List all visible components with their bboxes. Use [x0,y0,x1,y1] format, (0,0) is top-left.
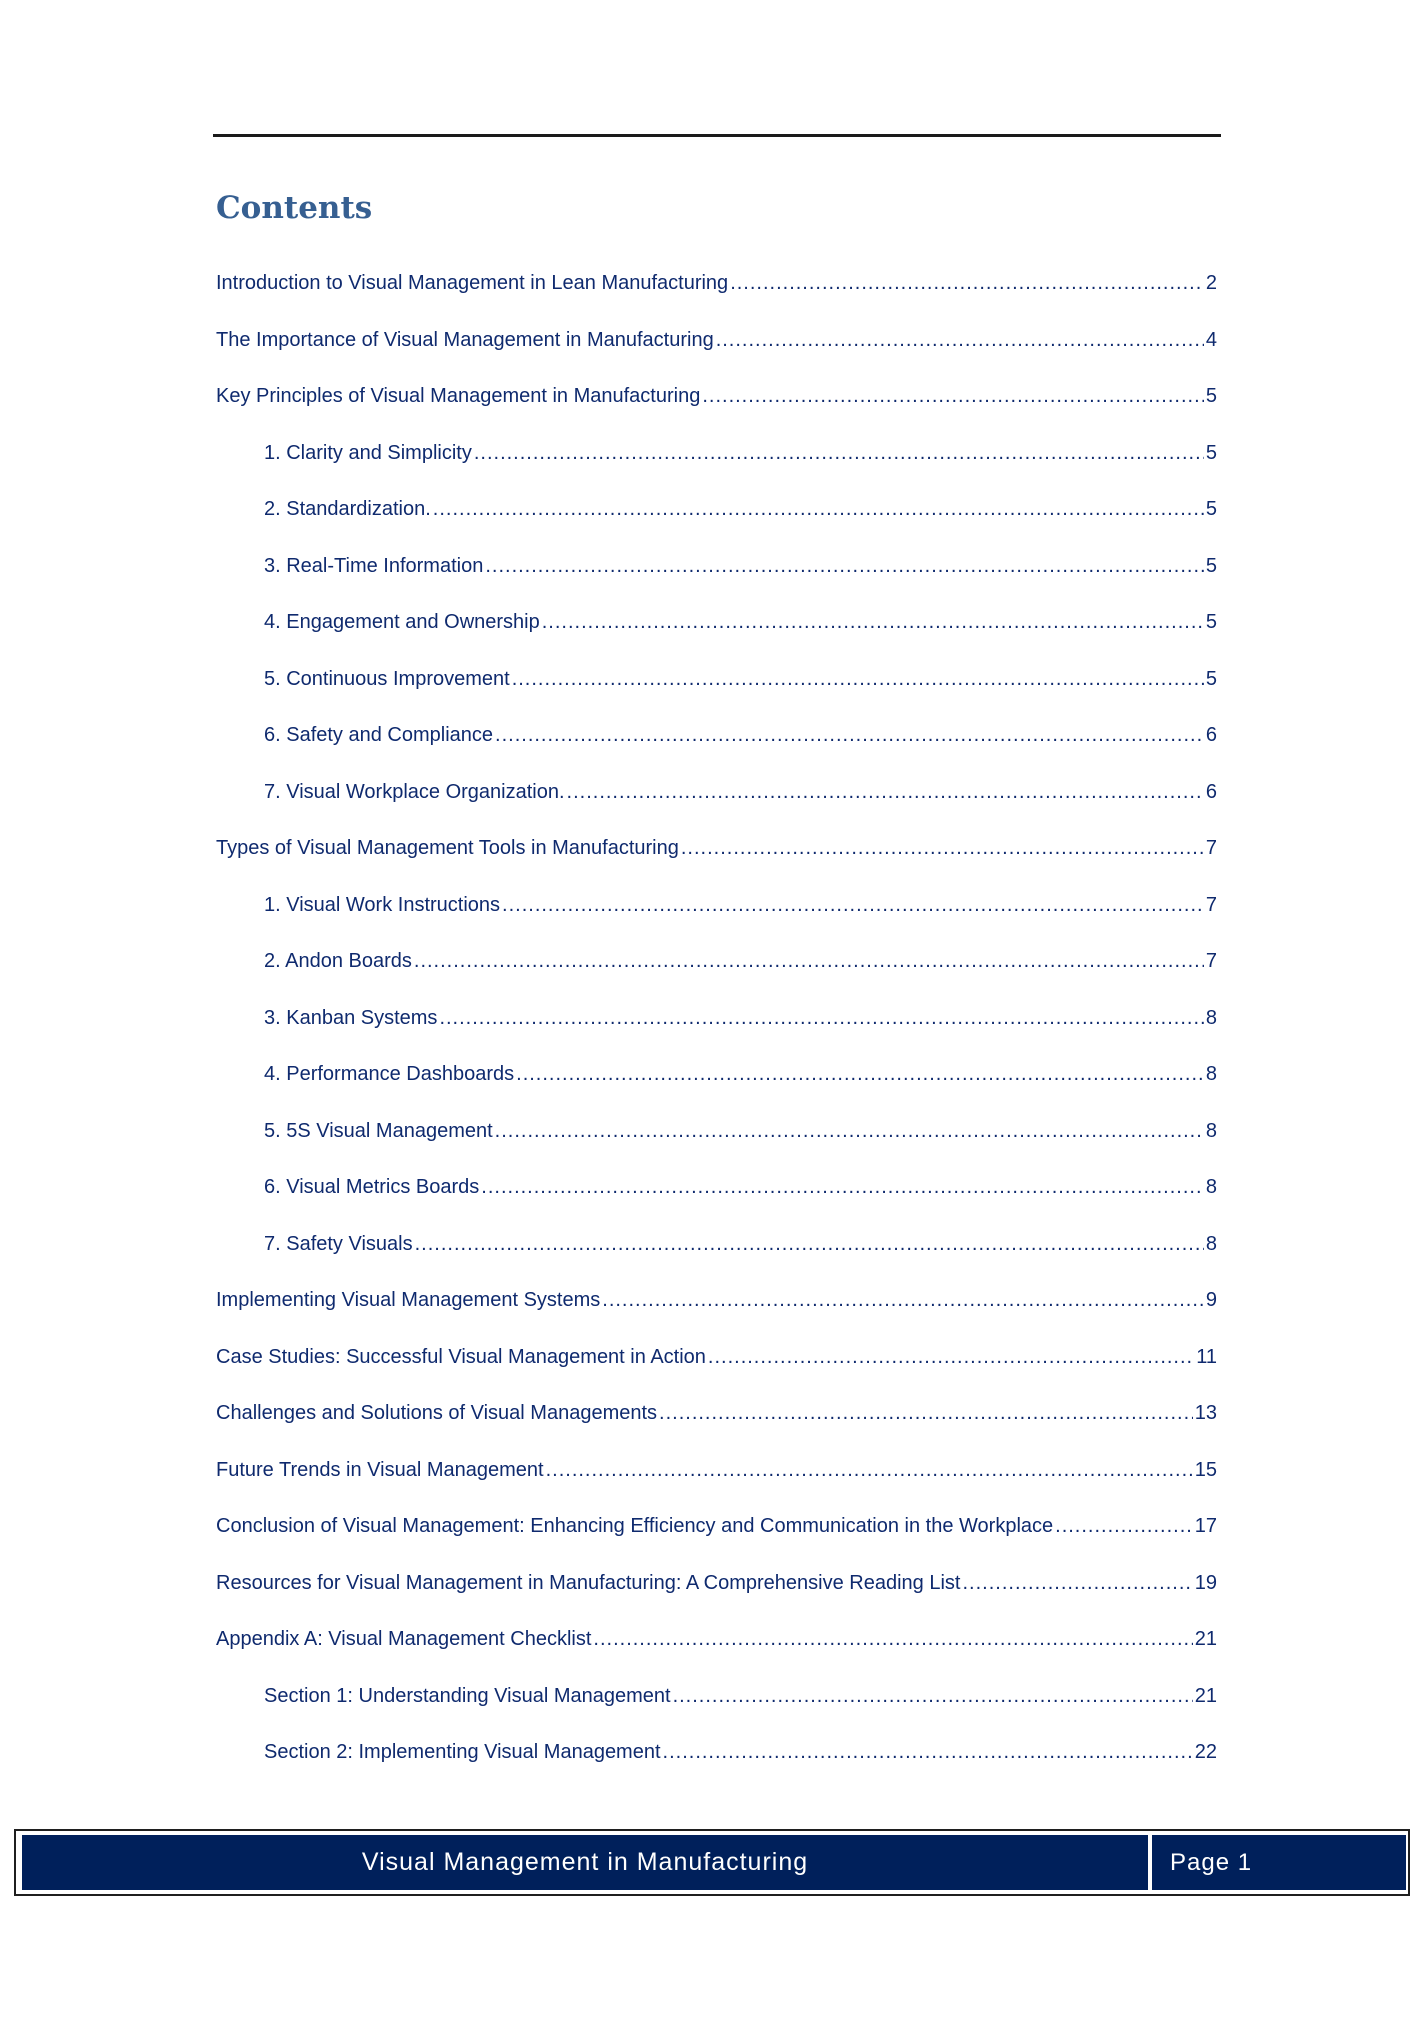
toc-entry[interactable] [216,837,1217,894]
toc-entry[interactable] [216,329,1217,386]
toc-dot-leader [567,781,1204,804]
toc-entry[interactable] [216,1402,1217,1459]
toc-dot-leader [485,555,1204,578]
toc-entry[interactable] [216,950,1217,1007]
toc-entry-title: 6. Visual Metrics Boards [264,1176,480,1198]
toc-entry-page: 21 [1194,1628,1217,1650]
toc-entry[interactable] [216,385,1217,442]
toc-dot-leader [414,950,1204,973]
toc-entry-page: 8 [1205,1006,1217,1029]
toc-entry[interactable] [216,1063,1217,1120]
toc-entry[interactable] [216,1233,1217,1290]
toc-entry-title: 5. 5S Visual Management [264,1119,493,1142]
toc-dot-leader [542,611,1204,634]
toc-entry[interactable] [216,894,1217,951]
toc-dot-leader [516,1063,1204,1086]
toc-entry-title: Section 1: Understanding Visual Management [264,1684,671,1707]
toc-dot-leader [546,1459,1193,1482]
toc-entry-page: 11 [1196,1345,1217,1368]
toc-dot-leader [512,668,1204,691]
table-of-contents [216,272,1217,1798]
toc-entry-page: 8 [1205,1063,1217,1085]
toc-dot-leader [495,1120,1204,1143]
toc-dot-leader [663,1741,1193,1764]
toc-entry-title: 3. Real-Time Information [264,554,484,577]
toc-entry-page: 7 [1205,893,1217,916]
toc-entry-page: 6 [1205,724,1217,746]
footer-document-title: Visual Management in Manufacturing [22,1835,1148,1890]
toc-entry-page: 4 [1205,328,1217,351]
toc-dot-leader [474,442,1204,465]
toc-dot-leader [415,1233,1204,1256]
toc-entry[interactable] [216,781,1217,838]
toc-entry-page: 5 [1205,554,1217,577]
toc-entry-page: 5 [1205,611,1217,633]
toc-dot-leader [593,1628,1192,1651]
toc-entry-title: 2. Standardization. [264,498,431,520]
toc-entry-page: 5 [1205,667,1217,690]
toc-entry-title: 2. Andon Boards [264,950,412,972]
toc-entry-title: Introduction to Visual Management in Lean Manufacturing [216,272,729,294]
toc-entry[interactable] [216,1572,1217,1629]
toc-entry-page: 7 [1205,837,1217,859]
toc-entry-page: 19 [1194,1571,1217,1594]
toc-entry-page: 9 [1205,1289,1217,1311]
toc-dot-leader [962,1572,1192,1595]
toc-entry-title: Types of Visual Management Tools in Manufacturing [216,837,679,859]
toc-entry-page: 6 [1205,780,1217,803]
toc-entry-title: Conclusion of Visual Management: Enhancing Efficiency and Communication in the Workplace [216,1515,1054,1537]
toc-entry-page: 5 [1205,441,1217,464]
toc-entry-title: Future Trends in Visual Management [216,1458,544,1481]
toc-entry-page: 17 [1194,1515,1217,1537]
toc-entry-page: 8 [1205,1176,1217,1198]
toc-entry[interactable] [216,555,1217,612]
toc-entry[interactable] [216,272,1217,329]
toc-dot-leader [659,1402,1193,1425]
toc-entry[interactable] [216,1685,1217,1742]
toc-entry[interactable] [216,1120,1217,1177]
toc-entry-title: 6. Safety and Compliance [264,724,494,746]
toc-entry[interactable] [216,1459,1217,1516]
toc-entry[interactable] [216,1515,1217,1572]
toc-entry[interactable] [216,724,1217,781]
toc-dot-leader [681,837,1204,860]
toc-dot-leader [673,1685,1193,1708]
toc-entry-page: 5 [1205,498,1217,520]
toc-entry-title: 1. Clarity and Simplicity [264,441,472,464]
toc-entry-title: Section 2: Implementing Visual Management [264,1741,661,1763]
toc-entry[interactable] [216,442,1217,499]
toc-entry-title: 1. Visual Work Instructions [264,893,501,916]
toc-entry-title: 4. Performance Dashboards [264,1063,515,1085]
toc-dot-leader [602,1289,1204,1312]
toc-dot-leader [439,1007,1203,1030]
toc-entry-page: 13 [1194,1402,1217,1424]
toc-entry-title: Appendix A: Visual Management Checklist [216,1628,592,1650]
toc-entry[interactable] [216,1346,1217,1403]
toc-entry-title: 4. Engagement and Ownership [264,611,540,633]
toc-dot-leader [433,498,1204,521]
toc-dot-leader [502,894,1204,917]
toc-entry[interactable] [216,1628,1217,1685]
toc-dot-leader [495,724,1204,747]
toc-entry[interactable] [216,611,1217,668]
toc-title: Contents [216,190,373,226]
toc-entry-title: 7. Safety Visuals [264,1232,413,1255]
toc-dot-leader [730,272,1204,295]
toc-entry[interactable] [216,1007,1217,1064]
toc-entry[interactable] [216,1176,1217,1233]
toc-entry-page: 7 [1205,950,1217,972]
toc-entry[interactable] [216,1741,1217,1798]
toc-entry-title: 7. Visual Workplace Organization. [264,780,565,803]
header-rule [213,134,1221,137]
footer-page-number: Page 1 [1152,1835,1406,1890]
toc-entry-title: Resources for Visual Management in Manufacturing: A Comprehensive Reading List [216,1571,961,1594]
toc-dot-leader [481,1176,1204,1199]
toc-entry-page: 2 [1205,272,1217,294]
toc-entry-title: 5. Continuous Improvement [264,667,510,690]
toc-dot-leader [716,329,1204,352]
toc-entry-page: 21 [1194,1684,1217,1707]
toc-entry[interactable] [216,1289,1217,1346]
toc-entry-title: Implementing Visual Management Systems [216,1289,601,1311]
toc-entry[interactable] [216,668,1217,725]
toc-entry-page: 22 [1194,1741,1217,1763]
toc-entry-title: Key Principles of Visual Management in Manufacturing [216,385,701,407]
toc-dot-leader [708,1346,1194,1369]
toc-dot-leader [702,385,1204,408]
toc-dot-leader [1055,1515,1193,1538]
toc-entry-title: Case Studies: Successful Visual Management in Action [216,1345,706,1368]
toc-entry-title: 3. Kanban Systems [264,1006,438,1029]
toc-entry-page: 8 [1205,1119,1217,1142]
toc-entry-title: Challenges and Solutions of Visual Managements [216,1402,658,1424]
toc-entry-page: 8 [1205,1232,1217,1255]
toc-entry-page: 5 [1205,385,1217,407]
toc-entry[interactable] [216,498,1217,555]
toc-entry-page: 15 [1194,1458,1217,1481]
toc-entry-title: The Importance of Visual Management in Manufacturing [216,328,714,351]
